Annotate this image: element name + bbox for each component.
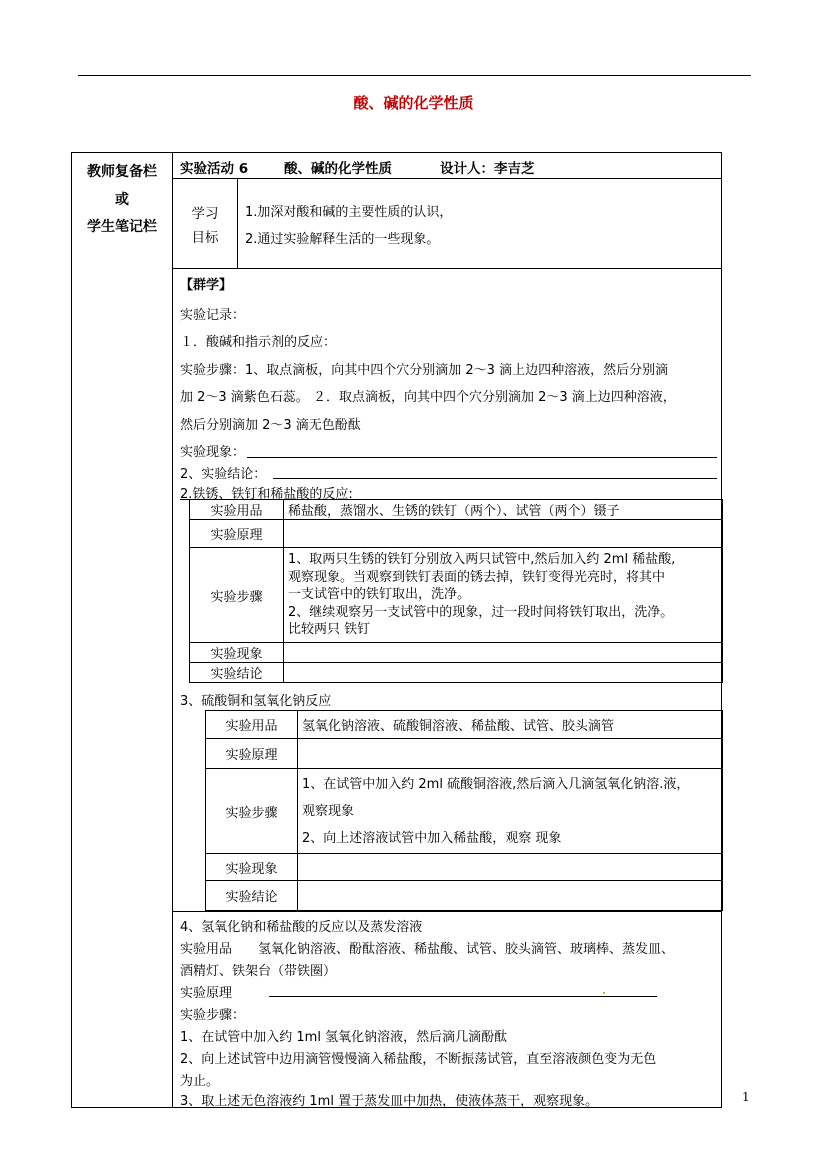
materials-label: 实验用品 bbox=[206, 711, 298, 739]
phenomenon-label: 实验现象 bbox=[206, 854, 298, 881]
table-row bbox=[206, 711, 723, 739]
part1-steps-line1: 实验步骤：1、取点滴板，向其中四个穴分别滴加 2～3 滴上边四种溶液，然后分别滴 bbox=[180, 363, 669, 378]
activity-header bbox=[173, 153, 721, 179]
activity-designer: 设计人：李吉芝 bbox=[440, 161, 535, 177]
document-title: 酸、碱的化学性质 bbox=[353, 94, 474, 112]
steps-value: 1、取两只生锈的铁钉分别放入两只试管中,然后加入约 2ml 稀盐酸, 观察现象。当观察到铁钉表面的锈去掉，铁钉变得光亮时，将其中 一支试管中的铁钉取出，洗净。 2、继续观察另一支试管中的现象，过一段时间将铁钉取出，洗净。 比较两只 铁钉 bbox=[284, 548, 723, 643]
materials-label: 实验用品 bbox=[190, 500, 284, 520]
header-rule bbox=[78, 75, 751, 76]
steps-value: 1、在试管中加入约 2ml 硫酸铜溶液,然后滴入几滴氢氧化钠溶.液， 观察现象 2、向上述溶液试管中加入稀盐酸，观察 现象 bbox=[298, 769, 723, 854]
phenomenon-blank bbox=[247, 457, 717, 458]
content-column bbox=[173, 153, 721, 1107]
part4-principle: 实验原理 bbox=[180, 986, 233, 1001]
goals-label: 学习 目标 bbox=[173, 178, 238, 268]
part4-step1: 1、在试管中加入约 1ml 氢氧化钠溶液，然后滴几滴酚酞 bbox=[180, 1030, 508, 1045]
table-row bbox=[190, 500, 723, 520]
phenomenon-value bbox=[298, 854, 723, 881]
part4-steps-label: 实验步骤： bbox=[180, 1008, 246, 1023]
part2-table bbox=[189, 499, 723, 683]
table-row bbox=[190, 643, 723, 663]
notes-label-line3: 学生笔记栏 bbox=[87, 219, 157, 235]
goal-item-1: 1.加深对酸和碱的主要性质的认识， bbox=[245, 205, 453, 220]
part1-title: １．酸碱和指示剂的反应： bbox=[180, 335, 337, 350]
table-row bbox=[190, 663, 723, 683]
lesson-table bbox=[71, 152, 722, 1108]
part4-materials-line2: 酒精灯、铁架台（带铁圈） bbox=[180, 964, 337, 979]
conclusion-blank bbox=[273, 478, 717, 479]
goal-item-2: 2.通过实验解释生活的一些现象。 bbox=[245, 232, 440, 247]
phenomenon-value bbox=[284, 643, 723, 663]
principle-label: 实验原理 bbox=[190, 520, 284, 548]
principle-value bbox=[284, 520, 723, 548]
steps-label: 实验步骤 bbox=[190, 548, 284, 643]
section-heading: 【群学】 bbox=[180, 278, 233, 293]
conclusion-label: 实验结论 bbox=[190, 663, 284, 683]
section-divider bbox=[173, 911, 721, 912]
activity-number: 实验活动 6 bbox=[180, 161, 249, 177]
table-row bbox=[190, 548, 723, 643]
notes-column bbox=[72, 153, 173, 1107]
principle-blank bbox=[269, 996, 657, 997]
part1-phenomenon: 实验现象： bbox=[180, 445, 246, 460]
notes-label-line2: 或 bbox=[115, 192, 129, 208]
phenomenon-label: 实验现象 bbox=[190, 643, 284, 663]
page-number: 1 bbox=[742, 1090, 750, 1104]
table-row bbox=[206, 854, 723, 881]
materials-value: 氢氧化钠溶液、硫酸铜溶液、稀盐酸、试管、胶头滴管 bbox=[298, 711, 723, 739]
table-row bbox=[206, 769, 723, 854]
part3-title: 3、硫酸铜和氢氧化钠反应 bbox=[180, 694, 332, 709]
learning-goals bbox=[173, 178, 721, 269]
principle-label: 实验原理 bbox=[206, 739, 298, 769]
conclusion-value bbox=[298, 881, 723, 911]
experiment-record-label: 实验记录： bbox=[180, 308, 246, 323]
part2-title: 2.铁锈、铁钉和稀盐酸的反应: bbox=[180, 487, 353, 502]
stray-dot bbox=[603, 992, 605, 994]
part1-conclusion: 2、实验结论： bbox=[180, 467, 267, 482]
part4-materials-line1: 实验用品 氢氧化钠溶液、酚酞溶液、稀盐酸、试管、胶头滴管、玻璃棒、蒸发皿、 bbox=[180, 942, 675, 957]
principle-value bbox=[298, 739, 723, 769]
conclusion-value bbox=[284, 663, 723, 683]
table-row bbox=[206, 881, 723, 911]
part1-steps-line3: 然后分别滴加 2～3 滴无色酚酞 bbox=[180, 418, 361, 433]
table-row bbox=[190, 520, 723, 548]
part3-table bbox=[205, 710, 723, 911]
activity-title: 酸、碱的化学性质 bbox=[284, 161, 392, 177]
part4-title: 4、氢氧化钠和稀盐酸的反应以及蒸发溶液 bbox=[180, 920, 423, 935]
part4-step2-line2: 为止。 bbox=[180, 1074, 220, 1089]
notes-label-line1: 教师复备栏 bbox=[87, 164, 157, 180]
part4-step2-line1: 2、向上述试管中边用滴管慢慢滴入稀盐酸，不断振荡试管，直至溶液颜色变为无色 bbox=[180, 1052, 657, 1067]
conclusion-label: 实验结论 bbox=[206, 881, 298, 911]
part4-step3: 3、取上述无色溶液约 1ml 置于蒸发皿中加热，使液体蒸干，观察现象。 bbox=[180, 1094, 599, 1109]
part1-steps-line2: 加 2～3 滴紫色石蕊。 ２．取点滴板，向其中四个穴分别滴加 2～3 滴上边四种溶液， bbox=[180, 390, 676, 405]
materials-value: 稀盐酸，蒸馏水、生锈的铁钉（两个）、试管（两个）镊子 bbox=[284, 500, 723, 520]
steps-label: 实验步骤 bbox=[206, 769, 298, 854]
table-row bbox=[206, 739, 723, 769]
